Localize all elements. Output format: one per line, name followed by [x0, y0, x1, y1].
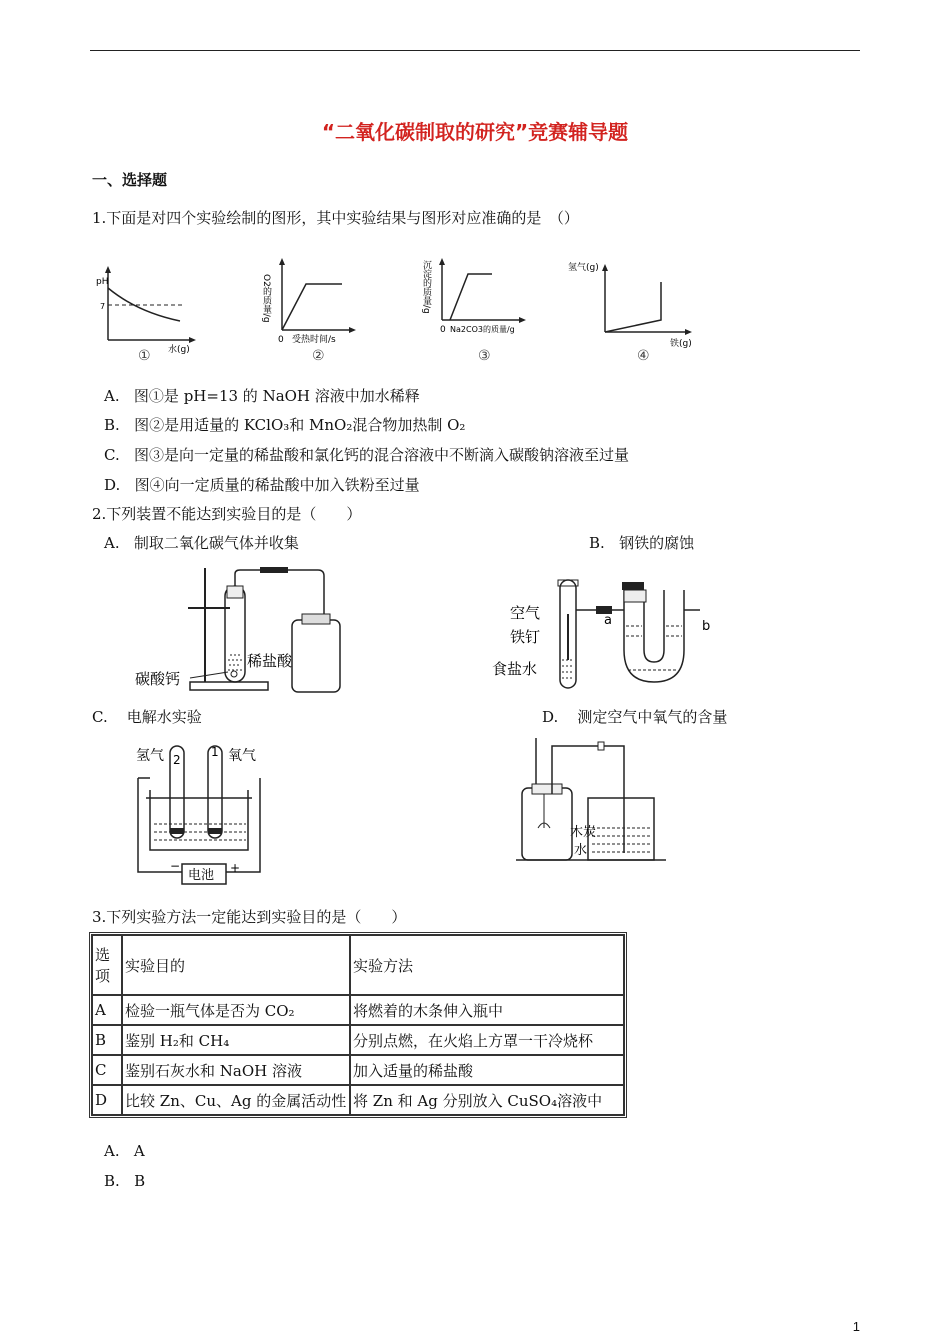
option-text: 测定空气中氧气的含量	[577, 708, 728, 726]
apparatus-a-co2	[130, 560, 350, 700]
section-heading: 一、选择题	[92, 171, 168, 189]
cell-method: 将 Zn 和 Ag 分别放入 CuSO₄溶液中	[350, 1085, 624, 1115]
apparatus-d-oxygen-content	[516, 738, 696, 868]
option-text: 图②是用适量的 KClO₃和 MnO₂混合物加热制 O₂	[134, 416, 466, 434]
label-calcium-carbonate: 碳酸钙	[135, 670, 181, 688]
option-label: B.	[589, 534, 605, 552]
option-label: A.	[104, 1142, 120, 1160]
graph-4	[568, 261, 692, 364]
graph-4-xlabel: 铁(g)	[670, 339, 692, 349]
question-2-stem: 2.下列装置不能达到实验目的是（ ）	[92, 505, 362, 523]
graph-3-xlabel: Na2CO3的质量/g	[450, 325, 515, 334]
page-title: “二氧化碳制取的研究”竞赛辅导题	[321, 120, 629, 144]
graph-3-ylabel: 沉淀的质量/g	[421, 260, 431, 314]
question-3-stem: 3.下列实验方法一定能达到实验目的是（ ）	[92, 908, 407, 926]
label-outlet-b: b	[702, 619, 711, 634]
option-label: C.	[92, 708, 108, 726]
q2-option-c	[92, 706, 202, 727]
q2-option-a	[104, 532, 299, 553]
option-text: 制取二氧化碳气体并收集	[133, 534, 299, 552]
graph-4-ylabel: 氢气(g)	[568, 263, 599, 273]
q1-option-c	[104, 444, 629, 465]
option-text: 图①是 pH=13 的 NaOH 溶液中加水稀释	[133, 387, 420, 405]
cell-purpose: 比较 Zn、Cu、Ag 的金属活动性	[122, 1085, 350, 1115]
header-method: 实验方法	[350, 935, 624, 995]
graph-1-ylabel: pH	[96, 277, 109, 287]
option-label: D.	[542, 708, 559, 726]
option-label: A.	[104, 534, 120, 552]
option-label: B.	[104, 416, 120, 434]
option-label: A.	[104, 387, 120, 405]
option-text: 钢铁的腐蚀	[619, 534, 695, 552]
apparatus-c-electrolysis	[128, 738, 278, 893]
graph-2-xlabel: 受热时间/s	[292, 335, 336, 345]
label-salt-water: 食盐水	[492, 660, 538, 678]
graph-2-ylabel: O2的质量/g	[261, 274, 271, 323]
graph-2-number: ②	[312, 348, 325, 364]
table-row	[92, 1055, 624, 1085]
label-air: 空气	[510, 604, 541, 622]
header-rule	[90, 50, 860, 51]
table-row	[92, 995, 624, 1025]
cell-option: C	[92, 1055, 122, 1085]
graph-1-tick: 7	[100, 302, 106, 311]
q1-option-d	[104, 474, 420, 495]
cell-method: 将燃着的木条伸入瓶中	[350, 995, 624, 1025]
cell-method: 分别点燃，在火焰上方罩一干冷烧杯	[350, 1025, 624, 1055]
graph-1-number: ①	[138, 348, 151, 364]
cell-option: B	[92, 1025, 122, 1055]
option-text: A	[133, 1142, 145, 1160]
label-iron-nail: 铁钉	[510, 628, 541, 646]
cell-method: 加入适量的稀盐酸	[350, 1055, 624, 1085]
apparatus-b-rust	[488, 570, 718, 695]
table-row	[92, 1025, 624, 1055]
graph-2-origin: 0	[278, 335, 284, 345]
label-hydrogen: 氢气	[136, 748, 164, 764]
option-text: 图③是向一定量的稀盐酸和氯化钙的混合溶液中不断滴入碳酸钠溶液至过量	[134, 446, 630, 464]
question-1-graphs	[92, 250, 712, 370]
label-charcoal: 木炭	[570, 825, 597, 840]
option-text: 图④向一定质量的稀盐酸中加入铁粉至过量	[134, 476, 420, 494]
option-text: B	[134, 1172, 146, 1190]
q1-option-b	[104, 414, 465, 435]
cell-option: A	[92, 995, 122, 1025]
graph-2	[261, 258, 356, 364]
option-label: B.	[104, 1172, 120, 1190]
page-number: 1	[852, 1319, 860, 1334]
label-dilute-hcl: 稀盐酸	[247, 652, 293, 670]
table-row	[92, 1085, 624, 1115]
option-label: C.	[104, 446, 120, 464]
option-label: D.	[104, 476, 121, 494]
q2-option-b	[589, 532, 694, 553]
label-valve-a: a	[604, 613, 612, 628]
question-3-table	[89, 932, 627, 1118]
cell-purpose: 鉴别 H₂和 CH₄	[122, 1025, 350, 1055]
header-purpose: 实验目的	[122, 935, 350, 995]
label-plus: +	[230, 861, 241, 875]
graph-1-xlabel: 水(g)	[168, 345, 190, 355]
q3-option-a	[104, 1142, 145, 1160]
table-header-row	[92, 935, 624, 995]
graph-1	[96, 266, 196, 364]
label-water: 水	[574, 843, 588, 858]
graph-3-number: ③	[478, 348, 491, 364]
q3-option-b	[104, 1172, 145, 1190]
tube-number-1: 1	[211, 745, 219, 759]
graph-3	[421, 258, 526, 364]
tube-number-2: 2	[173, 753, 181, 767]
cell-purpose: 鉴别石灰水和 NaOH 溶液	[122, 1055, 350, 1085]
graph-4-number: ④	[637, 348, 650, 364]
q1-option-a	[104, 385, 420, 406]
label-battery: 电池	[188, 868, 215, 883]
option-text: 电解水实验	[126, 708, 202, 726]
cell-option: D	[92, 1085, 122, 1115]
header-option: 选项	[92, 935, 122, 995]
graph-3-origin: 0	[440, 325, 446, 335]
label-minus: −	[170, 859, 181, 873]
label-oxygen: 氧气	[228, 748, 256, 764]
cell-purpose: 检验一瓶气体是否为 CO₂	[122, 995, 350, 1025]
q2-option-d	[542, 706, 727, 727]
question-1-stem: 1.下面是对四个实验绘制的图形，其中实验结果与图形对应准确的是 （）	[92, 209, 579, 227]
